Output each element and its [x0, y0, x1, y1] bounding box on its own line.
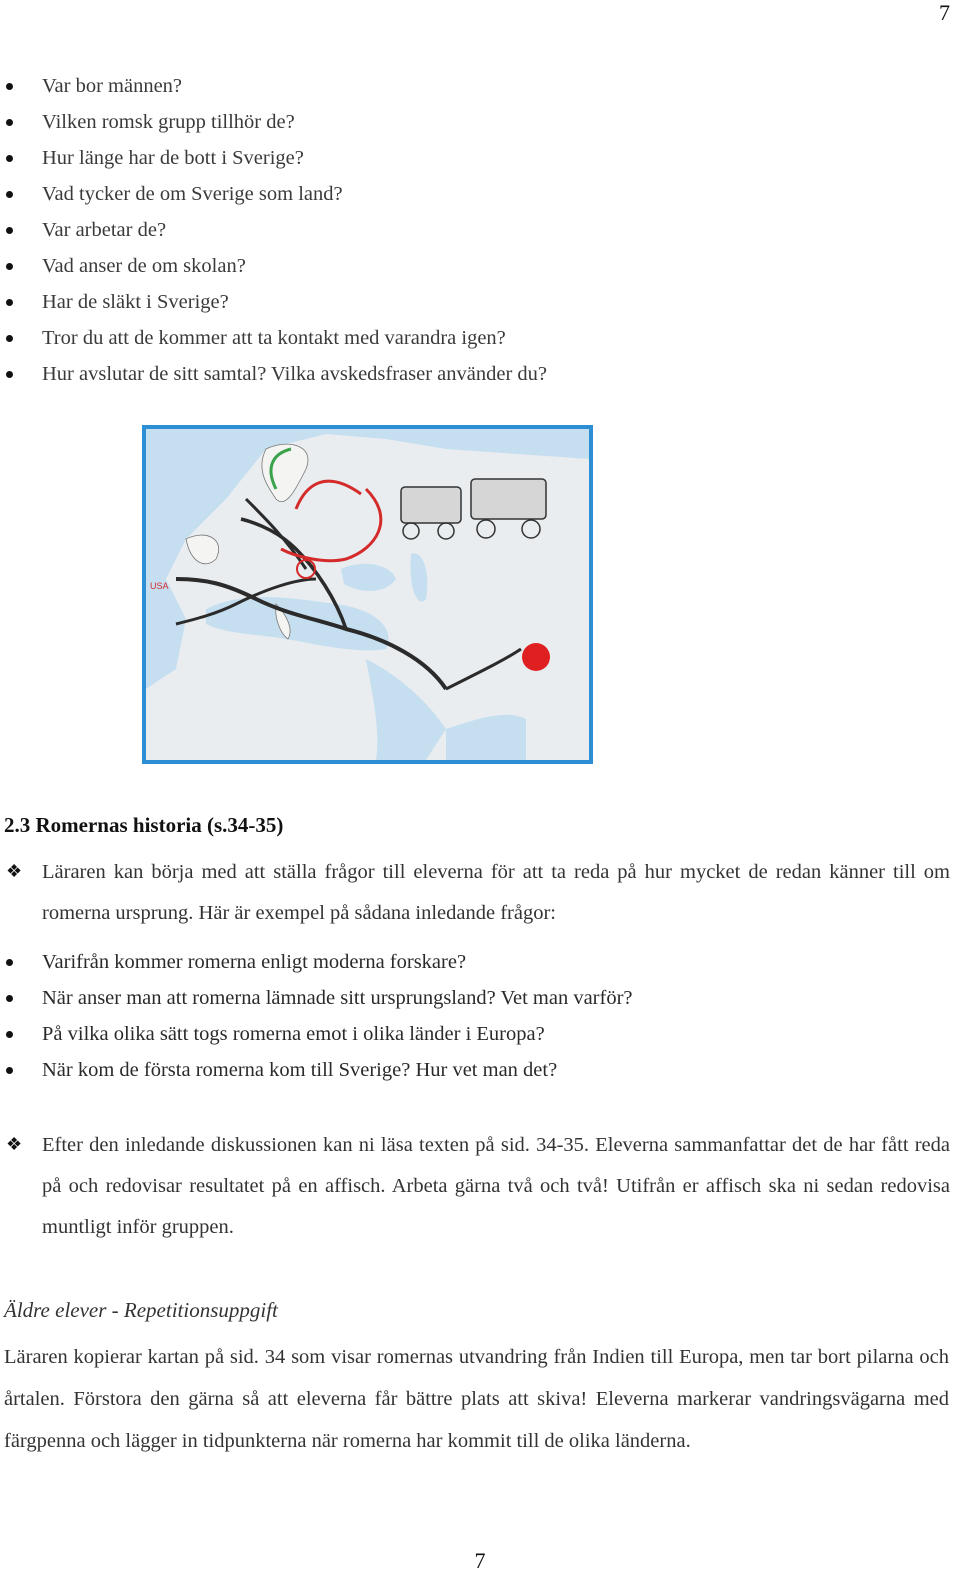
list-item [0, 356, 955, 392]
list-item [0, 248, 955, 284]
task-paragraph [0, 1125, 950, 1248]
intro-text: Läraren kan börja med att ställa frågor till eleverna för att ta reda på hur mycket de redan känner till om romerna ursprung. Här är exempel på sådana inledande frågor: [42, 861, 950, 924]
label-usa: USA [150, 581, 169, 591]
section-heading: 2.3 Romernas historia (s.34-35) [4, 813, 284, 837]
wagon-body-2 [471, 479, 546, 519]
bullet-icon [6, 263, 13, 270]
origin-marker [522, 643, 550, 671]
bullet-icon [6, 299, 13, 306]
question-list-1 [0, 68, 955, 392]
list-item-text: Var bor männen? [42, 75, 183, 97]
list-item [0, 1016, 955, 1052]
older-students-text: Läraren kopierar kartan på sid. 34 som visar romernas utvandring från Indien till Europa, men tar bort pilarna och årtalen. Förstora den gärna så att eleverna får bättre plats att skiva! Eleverna markerar vandringsvägarna med färgpenna och lägger in tidpunkterna när romerna har kommit till de olika länderna. [4, 1346, 949, 1452]
intro-paragraph [0, 852, 950, 934]
list-item [0, 68, 955, 104]
list-item [0, 212, 955, 248]
bullet-icon [6, 1031, 13, 1038]
task-text: Efter den inledande diskussionen kan ni läsa texten på sid. 34-35. Eleverna sammanfattar det de har fått reda på och redovisar resultatet på en affisch. Arbeta gärna två och två! Utifrån er affisch ska ni sedan redovisa muntligt inför gruppen. [42, 1134, 950, 1238]
older-students-subheading: Äldre elever - Repetitionsuppgift [4, 1298, 278, 1322]
bullet-icon [6, 83, 13, 90]
question-list-2 [0, 944, 955, 1088]
bullet-icon [6, 371, 13, 378]
list-item-text: Vilken romsk grupp tillhör de? [42, 111, 295, 133]
bullet-icon [6, 335, 13, 342]
bullet-icon [6, 191, 13, 198]
list-item-text: Var arbetar de? [42, 219, 167, 241]
migration-map [142, 425, 593, 764]
bullet-icon [6, 119, 13, 126]
list-item [0, 176, 955, 212]
bullet-icon [6, 959, 13, 966]
list-item-text: Vad anser de om skolan? [42, 255, 246, 277]
bullet-icon [6, 1067, 13, 1074]
bullet-icon [6, 995, 13, 1002]
list-item-text: Tror du att de kommer att ta kontakt med varandra igen? [42, 327, 506, 349]
list-item [0, 284, 955, 320]
list-item-text: Vad tycker de om Sverige som land? [42, 183, 343, 205]
list-item-text: När anser man att romerna lämnade sitt ursprungsland? Vet man varför? [42, 987, 633, 1009]
bullet-icon [6, 155, 13, 162]
list-item-text: På vilka olika sätt togs romerna emot i olika länder i Europa? [42, 1023, 545, 1045]
list-item [0, 944, 955, 980]
list-item-text: Hur avslutar de sitt samtal? Vilka avskedsfraser använder du? [42, 363, 548, 385]
list-item [0, 104, 955, 140]
bullet-icon [6, 227, 13, 234]
list-item [0, 980, 955, 1016]
migration-map-drawing [146, 429, 589, 760]
page-number-top: 7 [939, 0, 950, 25]
wagon-body-1 [401, 487, 461, 523]
diamond-bullet-icon: ❖ [6, 861, 23, 881]
list-item-text: När kom de första romerna kom till Sverige? Hur vet man det? [42, 1059, 558, 1081]
list-item-text: Har de släkt i Sverige? [42, 291, 229, 313]
list-item [0, 1052, 955, 1088]
list-item [0, 140, 955, 176]
list-item-text: Hur länge har de bott i Sverige? [42, 147, 304, 169]
list-item-text: Varifrån kommer romerna enligt moderna forskare? [42, 951, 467, 973]
diamond-bullet-icon: ❖ [6, 1134, 23, 1154]
list-item [0, 320, 955, 356]
page-number-bottom: 7 [474, 1548, 486, 1573]
